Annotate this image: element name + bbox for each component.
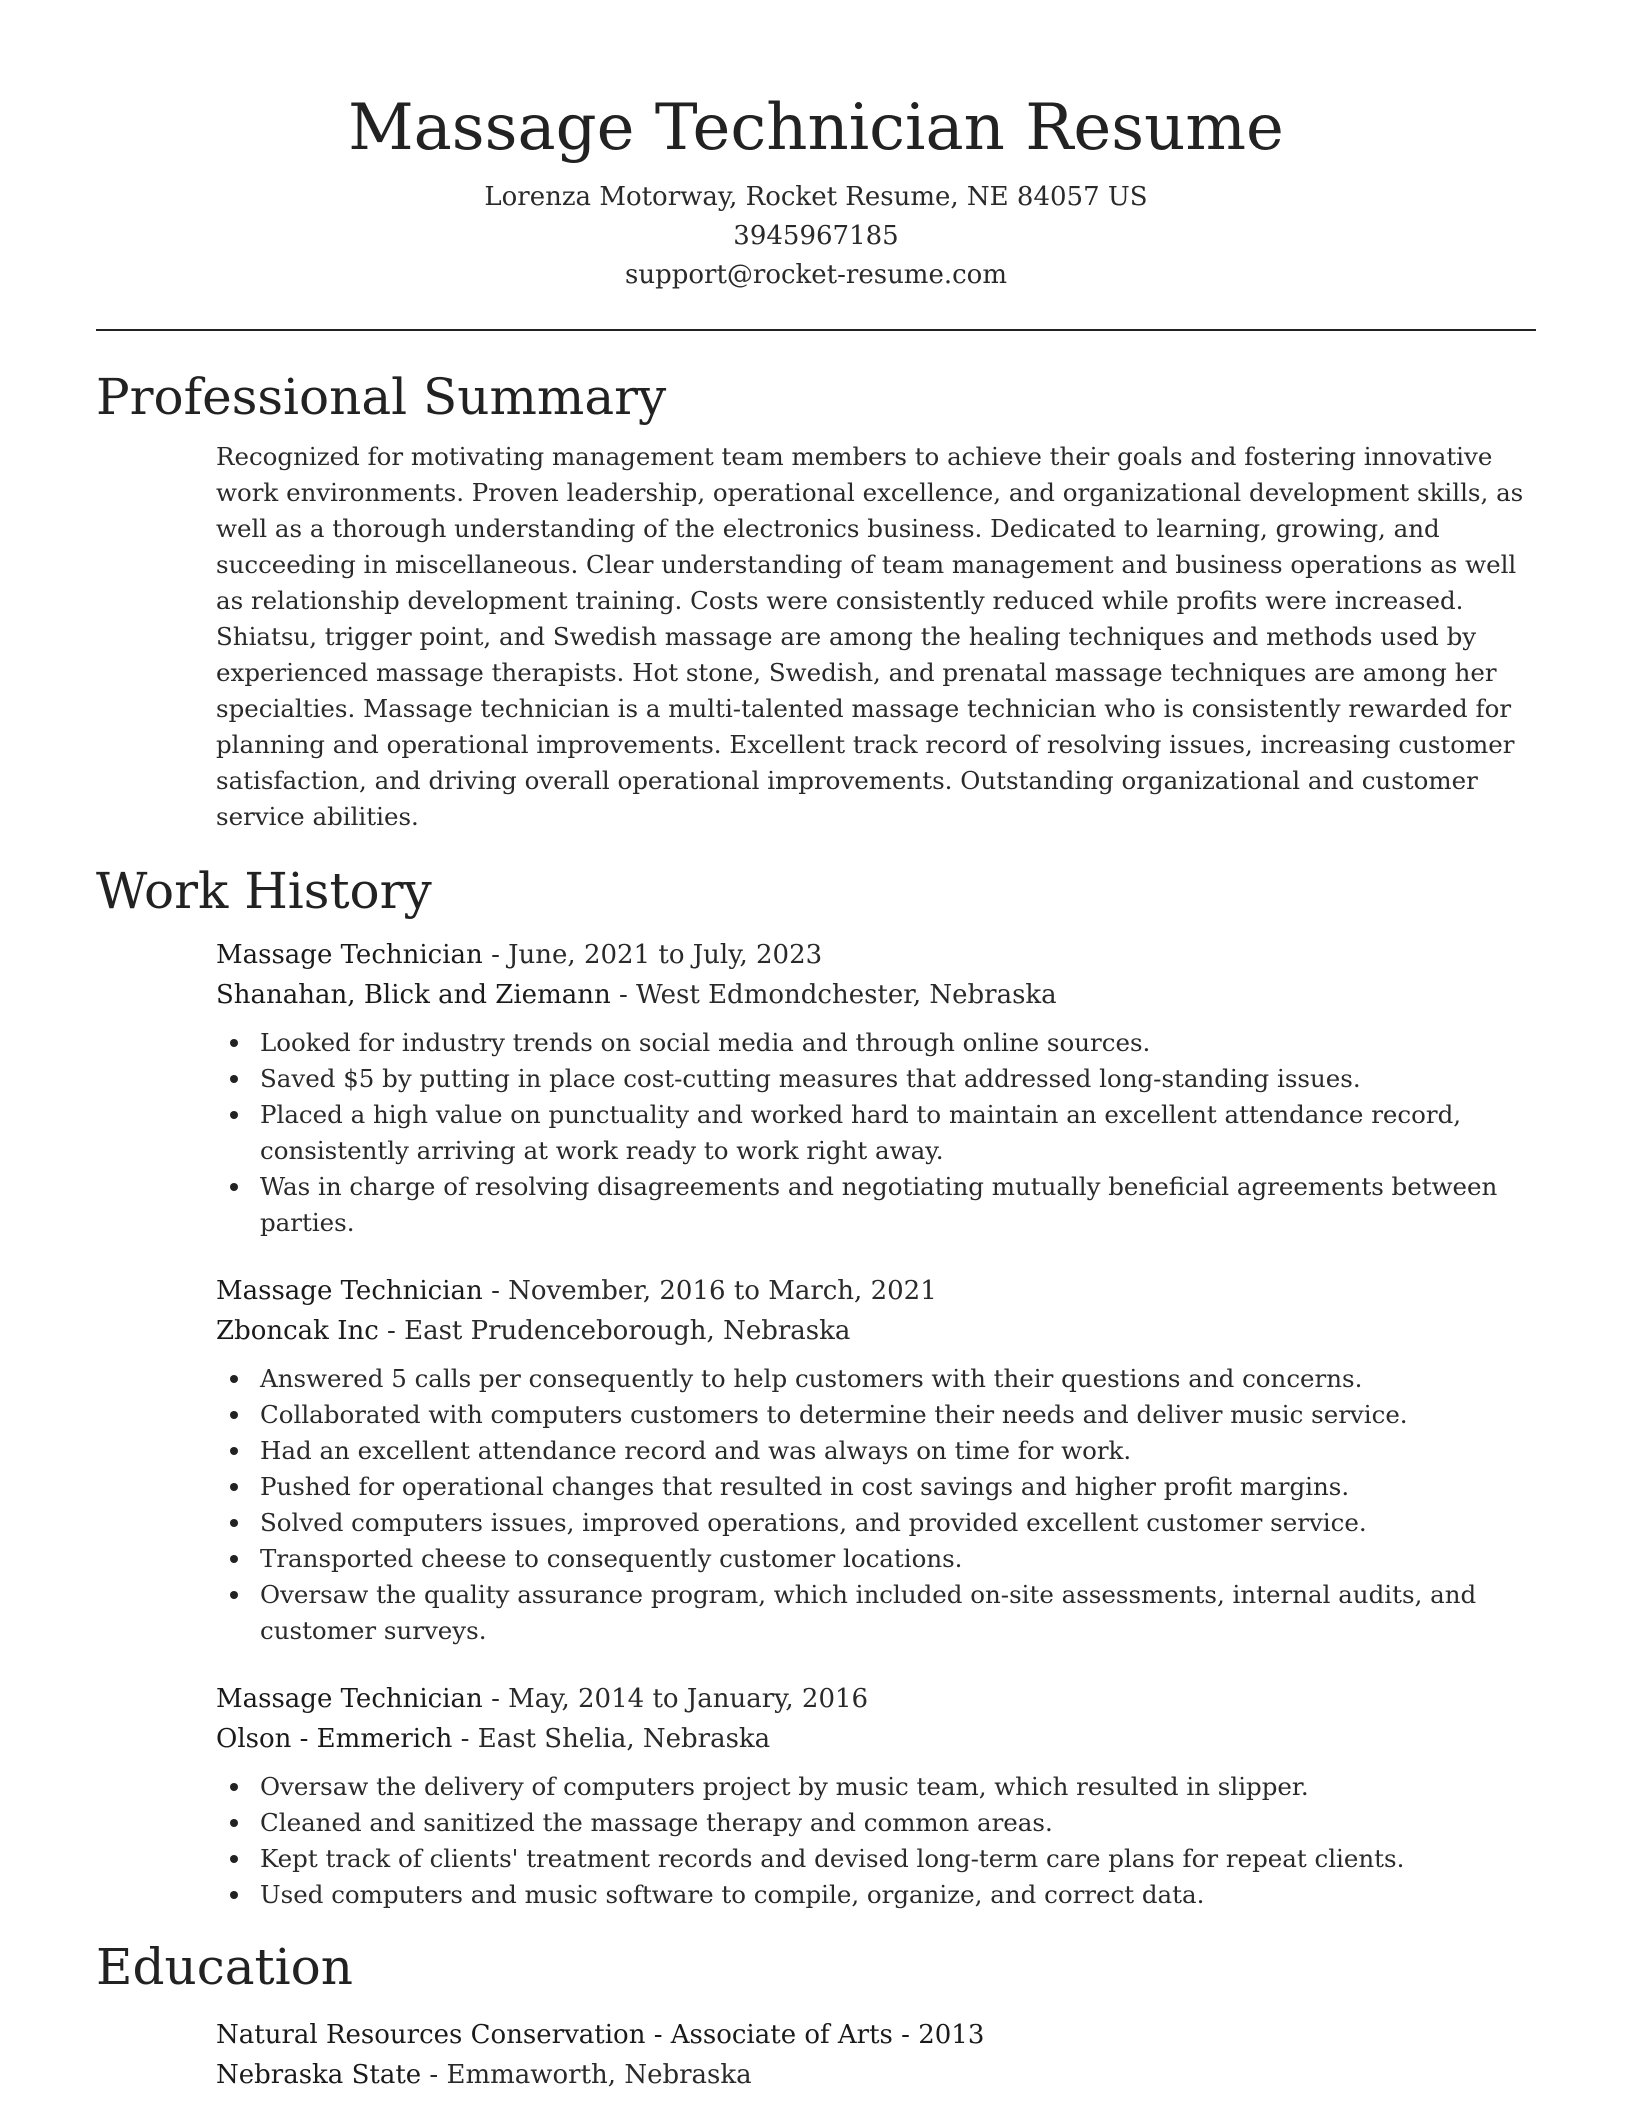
bullet-text: Oversaw the quality assurance program, which included on-site assessments, internal audits, and customer surveys.: [260, 1580, 1477, 1645]
bullet-text: Pushed for operational changes that resulted in cost savings and higher profit margins.: [260, 1472, 1350, 1501]
bullet-text: Cleaned and sanitized the massage therapy and common areas.: [260, 1808, 1053, 1837]
job-bullet: [216, 1805, 1536, 1841]
job-company-line: [216, 1719, 1536, 1759]
summary-text: Recognized for motivating management team members to achieve their goals and fostering innovative work environments. Proven leadership, operational excellence, and organizational development skills, as well as a thorough understanding of the electronics business. Dedicated to learning, growing, and succeeding in miscellaneous. Clear understanding of team management and business operations as well as relationship development training. Costs were consistently reduced while profits were increased. Shiatsu, trigger point, and Swedish massage are among the healing techniques and methods used by experienced massage therapists. Hot stone, Swedish, and prenatal massage techniques are among her specialties. Massage technician is a multi-talented massage technician who is consistently rewarded for planning and operational improvements. Excellent track record of resolving issues, increasing customer satisfaction, and driving overall operational improvements. Outstanding organizational and customer service abilities.: [216, 442, 1524, 831]
job-bullet: [216, 1025, 1536, 1061]
job-location: - West Edmondchester, Nebraska: [610, 980, 1057, 1010]
job-company-line: [216, 1311, 1536, 1351]
bullet-icon: [230, 1891, 238, 1899]
bullet-icon: [230, 1519, 238, 1527]
bullet-icon: [230, 1183, 238, 1191]
bullet-icon: [230, 1783, 238, 1791]
bullet-icon: [230, 1111, 238, 1119]
contact-email: support@rocket-resume.com: [624, 260, 1007, 290]
bullet-icon: [230, 1447, 238, 1455]
work-history-heading: Work History: [96, 862, 432, 920]
job-bullet: [216, 1877, 1536, 1913]
job-bullets: [216, 1025, 1536, 1241]
job-bullets: [216, 1361, 1536, 1649]
education-school: Nebraska State: [216, 2060, 422, 2090]
bullet-text: Was in charge of resolving disagreements and negotiating mutually beneficial agreements between parties.: [260, 1172, 1498, 1237]
contact-address: Lorenza Motorway, Rocket Resume, NE 84057 US: [484, 182, 1148, 212]
bullet-icon: [230, 1591, 238, 1599]
job-bullet: [216, 1097, 1536, 1169]
summary-heading: Professional Summary: [96, 368, 667, 426]
job-entry: [216, 935, 1536, 1241]
job-title-line: [216, 1679, 1536, 1719]
bullet-text: Saved $5 by putting in place cost-cutting measures that addressed long-standing issues.: [260, 1064, 1361, 1093]
bullet-icon: [230, 1039, 238, 1047]
education-entry: [216, 2015, 1536, 2095]
job-company: Shanahan, Blick and Ziemann: [216, 980, 611, 1010]
education-degree-line: [216, 2015, 1536, 2055]
contact-phone: 3945967185: [733, 221, 899, 251]
job-bullets: [216, 1769, 1536, 1913]
job-location: - East Prudenceborough, Nebraska: [378, 1316, 851, 1346]
bullet-icon: [230, 1819, 238, 1827]
bullet-icon: [230, 1555, 238, 1563]
bullet-icon: [230, 1855, 238, 1863]
job-title-line: [216, 935, 1536, 975]
job-company-line: [216, 975, 1536, 1015]
job-bullet: [216, 1361, 1536, 1397]
job-bullet: [216, 1397, 1536, 1433]
job-bullet: [216, 1169, 1536, 1241]
bullet-text: Collaborated with computers customers to determine their needs and deliver music service.: [260, 1400, 1408, 1429]
resume-page: [96, 0, 1536, 2095]
contact-block: [96, 178, 1536, 295]
job-bullet: [216, 1061, 1536, 1097]
job-company: Zboncak Inc: [216, 1316, 379, 1346]
bullet-icon: [230, 1075, 238, 1083]
bullet-text: Answered 5 calls per consequently to help customers with their questions and concerns.: [260, 1364, 1363, 1393]
job-company: Olson - Emmerich: [216, 1724, 453, 1754]
bullet-text: Oversaw the delivery of computers project by music team, which resulted in slipper.: [260, 1772, 1309, 1801]
job-role: Massage Technician: [216, 1684, 483, 1714]
job-bullet: [216, 1433, 1536, 1469]
bullet-icon: [230, 1483, 238, 1491]
bullet-text: Looked for industry trends on social media and through online sources.: [260, 1028, 1151, 1057]
job-dates: - June, 2021 to July, 2023: [482, 940, 823, 970]
job-location: - East Shelia, Nebraska: [452, 1724, 771, 1754]
job-bullet: [216, 1841, 1536, 1877]
job-dates: - May, 2014 to January, 2016: [482, 1684, 869, 1714]
job-entry: [216, 1271, 1536, 1649]
education-heading: Education: [96, 1938, 353, 1996]
bullet-icon: [230, 1375, 238, 1383]
job-bullet: [216, 1469, 1536, 1505]
bullet-text: Transported cheese to consequently customer locations.: [260, 1544, 963, 1573]
education-school-line: [216, 2055, 1536, 2095]
resume-title: Massage Technician Resume: [348, 91, 1284, 165]
education-section: [216, 2015, 1536, 2095]
bullet-text: Had an excellent attendance record and was always on time for work.: [260, 1436, 1132, 1465]
bullet-text: Kept track of clients' treatment records and devised long-term care plans for repeat clients.: [260, 1844, 1405, 1873]
header-divider: [96, 329, 1536, 331]
bullet-text: Solved computers issues, improved operations, and provided excellent customer service.: [260, 1508, 1367, 1537]
job-role: Massage Technician: [216, 940, 483, 970]
job-bullet: [216, 1577, 1536, 1649]
job-bullet: [216, 1541, 1536, 1577]
education-degree: Natural Resources Conservation - Associate of Arts - 2013: [216, 2020, 985, 2050]
bullet-icon: [230, 1411, 238, 1419]
job-dates: - November, 2016 to March, 2021: [482, 1276, 937, 1306]
job-bullet: [216, 1505, 1536, 1541]
job-entry: [216, 1679, 1536, 1913]
job-bullet: [216, 1769, 1536, 1805]
bullet-text: Used computers and music software to compile, organize, and correct data.: [260, 1880, 1205, 1909]
summary-section: [216, 439, 1536, 835]
job-role: Massage Technician: [216, 1276, 483, 1306]
bullet-text: Placed a high value on punctuality and worked hard to maintain an excellent attendance record, consistently arriving at work ready to work right away.: [260, 1100, 1462, 1165]
job-title-line: [216, 1271, 1536, 1311]
education-location: - Emmaworth, Nebraska: [421, 2060, 752, 2090]
work-history-section: [216, 935, 1536, 1913]
